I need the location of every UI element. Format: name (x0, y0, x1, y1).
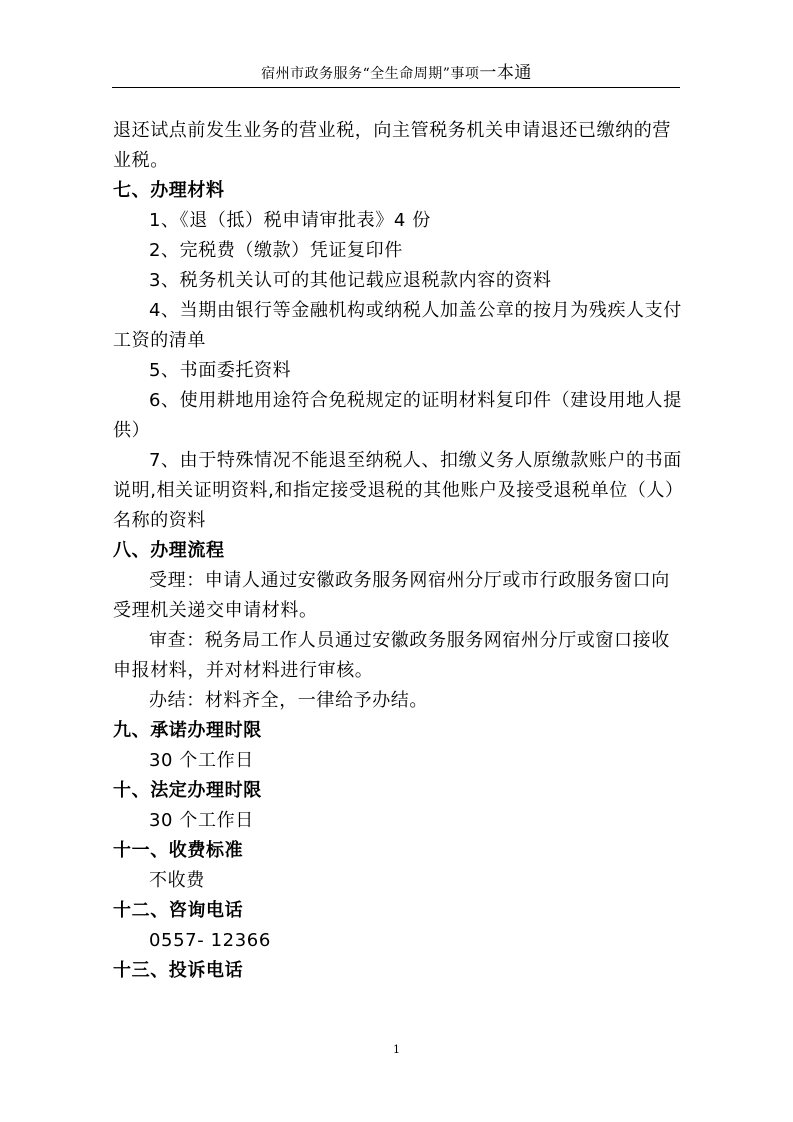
list-item: 7、由于特殊情况不能退至纳税人、扣缴义务人原缴款账户的书面 (149, 450, 682, 471)
text-line: 名称的资料 (113, 510, 206, 531)
text-line: 受理机关递交申请材料。 (113, 600, 318, 621)
page-number: 1 (393, 1043, 400, 1056)
text-line: 工资的清单 (113, 330, 206, 351)
process-step: 办结：材料齐全，一律给予办结。 (149, 690, 428, 711)
section-heading: 十一、收费标准 (113, 840, 244, 861)
phone-number: 0557- 12366 (149, 930, 271, 951)
section-heading: 八、办理流程 (113, 540, 225, 561)
list-item: 4、当期由银行等金融机构或纳税人加盖公章的按月为残疾人支付 (149, 300, 682, 321)
list-item: 3、税务机关认可的其他记载应退税款内容的资料 (149, 270, 552, 291)
header-divider (112, 87, 680, 88)
text-line: 说明,相关证明资料,和指定接受退税的其他账户及接受退税单位（人） (113, 480, 684, 501)
text-line: 申报材料，并对材料进行审核。 (113, 660, 374, 681)
text-line: 业税。 (113, 150, 169, 171)
running-header-emphasis: 一本通 (479, 63, 532, 83)
document-body (113, 116, 683, 986)
section-value: 30 个工作日 (149, 810, 254, 831)
section-heading: 十三、投诉电话 (113, 960, 244, 981)
list-item: 2、完税费（缴款）凭证复印件 (149, 240, 403, 261)
list-item: 1、《退（抵）税申请审批表》4 份 (149, 210, 431, 231)
process-step: 受理：申请人通过安徽政务服务网宿州分厅或市行政服务窗口向 (149, 570, 670, 591)
section-value: 不收费 (149, 870, 205, 891)
list-item: 6、使用耕地用途符合免税规定的证明材料复印件（建设用地人提 (149, 390, 682, 411)
section-heading: 十二、咨询电话 (113, 900, 244, 921)
section-value: 30 个工作日 (149, 750, 254, 771)
process-step: 审查：税务局工作人员通过安徽政务服务网宿州分厅或窗口接收 (149, 630, 670, 651)
section-heading: 十、法定办理时限 (113, 780, 262, 801)
running-header (0, 63, 793, 84)
running-header-title: 宿州市政务服务“全生命周期”事项 (261, 66, 480, 82)
text-line: 供） (113, 420, 151, 441)
section-heading: 九、承诺办理时限 (113, 720, 262, 741)
list-item: 5、书面委托资料 (149, 360, 292, 381)
text-line: 退还试点前发生业务的营业税，向主管税务机关申请退还已缴纳的营 (113, 120, 671, 141)
section-heading: 七、办理材料 (113, 180, 225, 201)
